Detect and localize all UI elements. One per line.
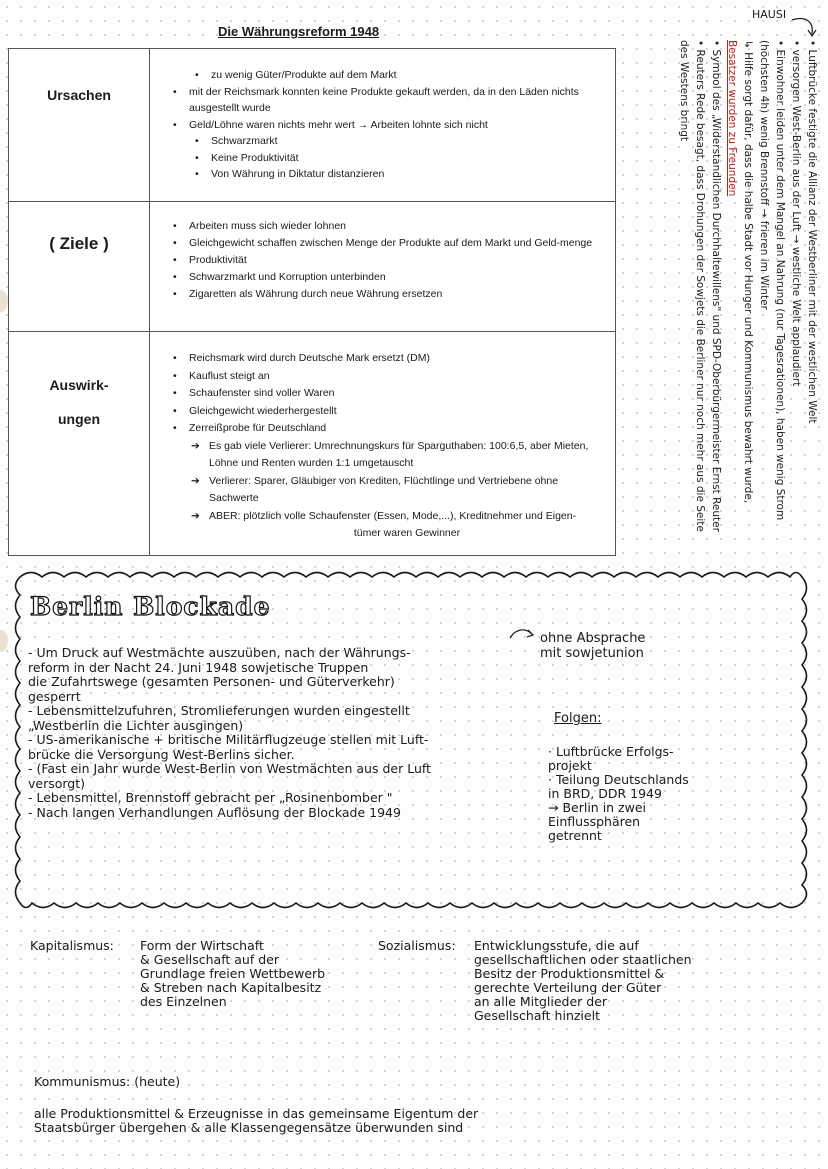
list-item: • zu wenig Güter/Produkte auf dem Markt: [169, 67, 605, 84]
side-note: • versorgen West-Berlin aus der Luft → westliche Welt applaudiert: [790, 40, 802, 387]
list-item: · Luftbrücke Erfolgs-: [548, 744, 674, 759]
definition-term: Kommunismus: (heute): [34, 1074, 181, 1089]
list-item: in BRD, DDR 1949: [548, 786, 662, 801]
list-item: • Produktivität: [169, 252, 605, 269]
side-note: • Symbol des „Widerstandlichen Durchhaltewillens" und SPD-Oberbürgermeister Ernst Reuter: [710, 40, 722, 532]
note-line: - Lebensmittel, Brennstoff gebracht per „Rosinenbomber ": [28, 790, 393, 805]
list-item: • mit der Reichsmark konnten keine Produkte gekauft werden, da in den Läden nichts ausgestellt wurde: [169, 84, 605, 117]
list-item: Einflussphären: [548, 814, 641, 829]
note-line: „Westberlin die Lichter ausgingen): [28, 717, 244, 733]
table-row-ziele: [9, 201, 615, 332]
row-label: ( Ziele ): [49, 234, 109, 253]
hausi-label: HAUSI: [752, 8, 787, 21]
side-notes: [648, 40, 820, 550]
list-item: ➔ ABER: plötzlich volle Schaufenster (Essen, Mode,...), Kreditnehmer und Eigen-: [169, 508, 605, 526]
punch-hole: [0, 630, 8, 652]
list-item: • Schwarzmarkt und Korruption unterbinden: [169, 269, 605, 286]
side-note: • Einwohner leiden unter dem Mangel an Nahrung (nur Tagesrationen), haben wenig Strom (höchsten 4h) wenig Brennstoff → frieren im Winter: [758, 40, 786, 521]
folgen-list: [548, 745, 689, 843]
list-item: ➔ Verlierer: Sparer, Gläubiger von Krediten, Flüchtlinge und Vertriebene ohne Sachwerte: [169, 473, 605, 508]
definition-sozialismus: Sozialismus: Entwicklungsstufe, die auf gesellschaftlichen oder staatlichen Besitz der Produktionsmittel & gerechte Verteilung der Güter an alle Mitglieder der Gesellschaft hinzielt: [378, 938, 692, 1023]
note-line: - Lebensmittelzufuhren, Stromlieferungen wurden eingestellt: [28, 703, 410, 718]
list-item: • Zigaretten als Währung durch neue Währung ersetzen: [169, 286, 605, 303]
note-line: - Nach langen Verhandlungen Auflösung der Blockade 1949: [28, 804, 401, 820]
row-items: [169, 350, 605, 543]
folgen-heading: Folgen:: [554, 711, 602, 726]
note-line: versorgt): [28, 775, 86, 791]
curved-arrow-icon: [790, 14, 820, 42]
list-item: getrennt: [548, 828, 602, 843]
list-item: • Kauflust steigt an: [169, 368, 605, 386]
list-item: ➔ Es gab viele Verlierer: Umrechnungskurs für Sparguthaben: 100:6,5, aber Mieten, Löhne und Renten wurden 1:1 umgetauscht: [169, 438, 605, 473]
note-line: - US-amerikanische + britische Militärflugzeuge stellen mit Luft-: [28, 732, 429, 747]
row-label: Ursachen: [47, 87, 111, 103]
list-item: • Geld/Löhne waren nichts mehr wert → Arbeiten lohnte sich nicht: [169, 117, 605, 134]
list-item: projekt: [548, 758, 592, 773]
definition-kapitalismus: Kapitalismus: Form der Wirtschaft & Gesellschaft auf der Grundlage freien Wettbewerb & Streben nach Kapitalbesitz des Einzelnen: [30, 938, 326, 1009]
curved-arrow-icon: [508, 626, 536, 642]
note-line: - (Fast ein Jahr wurde West-Berlin von Westmächten aus der Luft: [28, 761, 431, 776]
note-line: die Zufahrtswege (gesamten Personen- und Güterverkehr): [28, 674, 395, 689]
list-item: · Teilung Deutschlands: [548, 772, 689, 787]
list-item: • Schwarzmarkt: [169, 133, 605, 150]
absprache-note: ohne Absprache mit sowjetunion: [540, 631, 646, 661]
list-item: tümer waren Gewinner: [353, 527, 461, 539]
list-item: • Von Währung in Diktatur distanzieren: [169, 166, 605, 183]
row-label: Auswirk-ungen: [49, 377, 109, 427]
table-row-ursachen: [9, 49, 615, 201]
side-note: ↳ Hilfe sorgt dafür, dass die halbe Stadt vor Hunger und Kommunismus bewahrt wurde, Besatzer wurden zu Freunden: [726, 40, 754, 504]
table-title: Die Währungsreform 1948: [218, 24, 380, 39]
side-note: • Luftbrücke festigte die Allianz der Westberliner mit der westlichen Welt: [806, 40, 818, 424]
note-line: reform in der Nacht 24. Juni 1948 sowjetische Truppen: [28, 659, 369, 675]
note-line: - Um Druck auf Westmächte auszuüben, nach der Währungs-: [28, 645, 411, 660]
punch-hole: [0, 290, 8, 312]
list-item: • Reichsmark wird durch Deutsche Mark ersetzt (DM): [169, 350, 605, 368]
list-item: • Arbeiten muss sich wieder lohnen: [169, 218, 605, 235]
note-line: brücke die Versorgung West-Berlins sicher.: [28, 746, 295, 762]
list-item: • Schaufenster sind voller Waren: [169, 385, 605, 403]
list-item: → Berlin in zwei: [548, 800, 647, 815]
row-items: [169, 218, 605, 303]
list-item: • Gleichgewicht schaffen zwischen Menge der Produkte auf dem Markt und Geld-menge: [169, 235, 605, 252]
list-item: • Keine Produktivität: [169, 150, 605, 167]
row-items: [169, 67, 605, 183]
definition-term: Kapitalismus:: [30, 938, 114, 953]
definition-term: Sozialismus:: [378, 938, 456, 953]
side-note: • Reuters Rede besagt, dass Drohungen der Sowjets die Berliner nur noch mehr aus die Seite des Westens bringt: [678, 40, 706, 532]
note-line: gesperrt: [28, 688, 81, 704]
list-item: • Zerreißprobe für Deutschland: [169, 420, 605, 438]
blockade-notes: [28, 646, 558, 820]
blockade-title: Berlin Blockade: [30, 592, 271, 621]
table-row-auswirkungen: [9, 331, 615, 556]
list-item: • Gleichgewicht wiederhergestellt: [169, 403, 605, 421]
definition-kommunismus: Kommunismus: (heute) alle Produktionsmittel & Erzeugnisse in das gemeinsame Eigentum der Staatsbürger übergehen & alle Klassengegensätze überwunden sind: [34, 1074, 479, 1135]
reform-table: [8, 48, 616, 556]
